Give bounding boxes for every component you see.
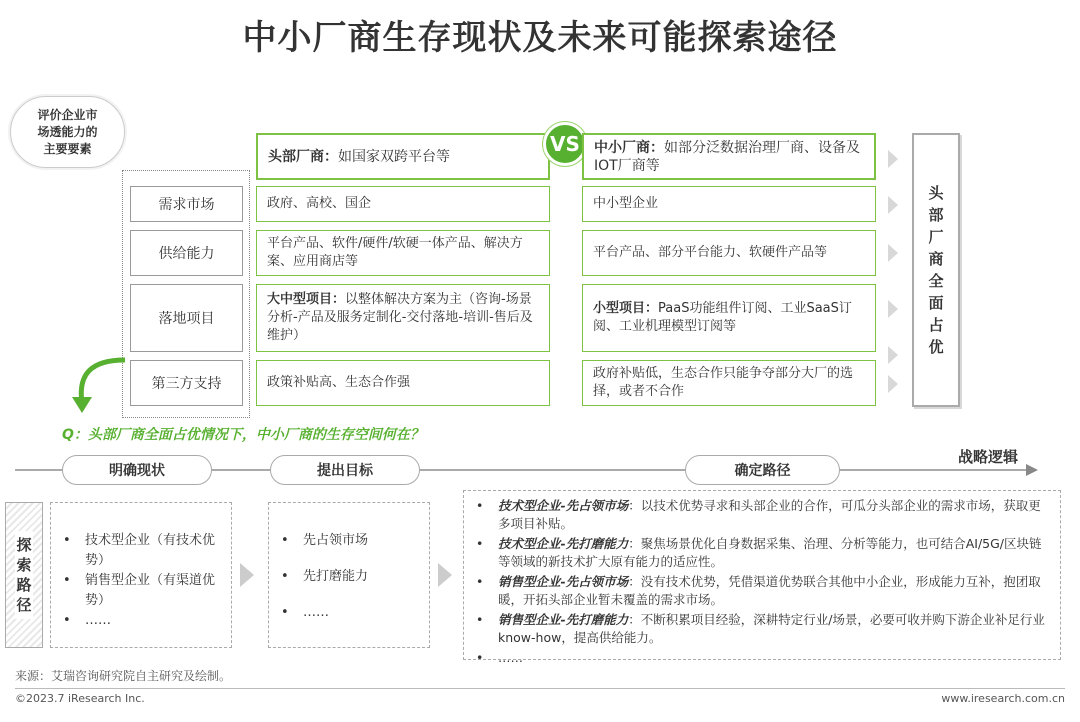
head-left-text: 如国家双跨平台等 [338, 148, 450, 165]
row-right-bold: 小型项目： [593, 301, 659, 316]
head-right-text: 如部分泛数据治理厂商、设备及IOT厂商等 [594, 139, 860, 174]
list-item: • …… [51, 611, 231, 631]
row-right-text: 平台产品、部分平台能力、软硬件产品等 [593, 245, 828, 260]
row-left-demand [256, 186, 550, 222]
row-right-text: 中小型企业 [593, 196, 659, 211]
list-item: • 销售型企业（有渠道优势） [51, 571, 231, 611]
row-label-support: 第三方支持 [130, 360, 243, 406]
row-right-support [582, 360, 876, 406]
cloud-line: 评价企业市 [37, 108, 98, 122]
row-label-supply: 供给能力 [130, 230, 243, 276]
status-box [50, 502, 232, 648]
goals-box [268, 502, 430, 648]
head-right-bold: 中小厂商： [594, 139, 664, 156]
head-left-bold: 头部厂商： [268, 148, 338, 165]
path-lead: 销售型企业-先占领市场 [498, 574, 629, 589]
path-details-box [463, 490, 1061, 665]
row-label-projects: 落地项目 [130, 284, 243, 352]
list-item: • 先打磨能力 [269, 567, 429, 587]
list-item [464, 497, 1046, 533]
row-right-text: 政府补贴低，生态合作只能争夺部分大厂的选择，或者不合作 [593, 366, 854, 399]
key-question: Q：头部厂商全面占优情况下，中小厂商的生存空间何在？ [62, 427, 424, 443]
strategy-logic-label: 战略逻辑 [958, 448, 1019, 466]
path-text: ：没有技术优势，凭借渠道优势联合其他中小企业，形成能力互补，抱团取暖，开拓头部企业暂未覆盖的需求市场。 [498, 574, 1041, 607]
cloud-line: 主要要素 [43, 142, 92, 156]
stage-determine-path: 确定路径 [685, 455, 840, 485]
row-right-text: PaaS功能组件订阅、工业SaaS订阅、工业机理模型订阅等 [593, 301, 852, 334]
row-left-projects [256, 284, 550, 352]
list-item [464, 611, 1046, 647]
head-left-box [256, 133, 550, 180]
arrow-right-icon [1026, 464, 1038, 476]
path-lead: 销售型企业-先打磨能力 [498, 612, 629, 627]
conclusion-text: 头部厂商全面占优 [928, 184, 944, 356]
head-right-box [582, 133, 876, 180]
path-text: …… [498, 650, 523, 665]
explore-path-label [5, 502, 43, 648]
row-left-supply [256, 230, 550, 276]
stage-set-goals: 提出目标 [270, 455, 420, 485]
copyright: ©2023.7 iResearch Inc. [15, 692, 145, 705]
chevron-right-icon [240, 563, 254, 587]
list-item: • 先占领市场 [269, 531, 429, 551]
path-text: ：以技术优势寻求和头部企业的合作，可瓜分头部企业的需求市场，获取更多项目补贴。 [498, 498, 1041, 531]
list-item [464, 649, 1046, 667]
stage-current-status: 明确现状 [62, 455, 212, 485]
row-left-text: 以整体解决方案为主（咨询-场景分析-产品及服务定制化-交付落地-培训-售后及维护） [267, 292, 533, 343]
evaluation-factors-cloud [10, 96, 125, 168]
website-link[interactable]: www.iresearch.com.cn [941, 692, 1065, 705]
list-item [464, 535, 1046, 571]
row-left-bold: 大中型项目： [267, 292, 346, 307]
list-item: • …… [269, 603, 429, 623]
row-right-projects [582, 284, 876, 352]
row-right-demand [582, 186, 876, 222]
source-note: 来源：艾瑞咨询研究院自主研究及绘制。 [15, 669, 232, 683]
row-left-text: 平台产品、软件/硬件/软硬一体产品、解决方案、应用商店等 [267, 236, 523, 269]
page-title: 中小厂商生存现状及未来可能探索途径 [242, 18, 838, 58]
path-text: ：聚焦场景优化自身数据采集、治理、分析等能力，也可结合AI/5G/区块链等领域的新技术扩大原有能力的适应性。 [498, 536, 1042, 569]
cloud-line: 场透能力的 [37, 125, 98, 139]
row-right-supply [582, 230, 876, 276]
vs-badge: VS [543, 122, 587, 166]
chevron-right-icon [888, 196, 898, 214]
list-item [464, 573, 1046, 609]
chevron-right-icon [888, 375, 898, 393]
conclusion-box [912, 133, 960, 407]
row-left-support [256, 360, 550, 406]
path-lead: 技术型企业-先占领市场 [498, 498, 629, 513]
list-item: • 技术型企业（有技术优势） [51, 531, 231, 571]
row-left-text: 政府、高校、国企 [267, 196, 372, 211]
footer-divider [15, 688, 1065, 689]
chevron-right-icon [888, 150, 898, 168]
chevron-right-icon [438, 563, 452, 587]
chevron-right-icon [888, 346, 898, 364]
explore-path-text: 探索路径 [15, 531, 33, 619]
chevron-right-icon [888, 244, 898, 262]
chevron-right-icon [888, 300, 898, 318]
curved-arrow-icon [70, 355, 130, 415]
path-lead: 技术型企业-先打磨能力 [498, 536, 629, 551]
row-label-demand: 需求市场 [130, 186, 243, 222]
path-text: ：不断积累项目经验，深耕特定行业/场景，必要可收并购下游企业补足行业know-how，提高供给能力。 [498, 612, 1045, 645]
row-left-text: 政策补贴高、生态合作强 [267, 375, 411, 390]
